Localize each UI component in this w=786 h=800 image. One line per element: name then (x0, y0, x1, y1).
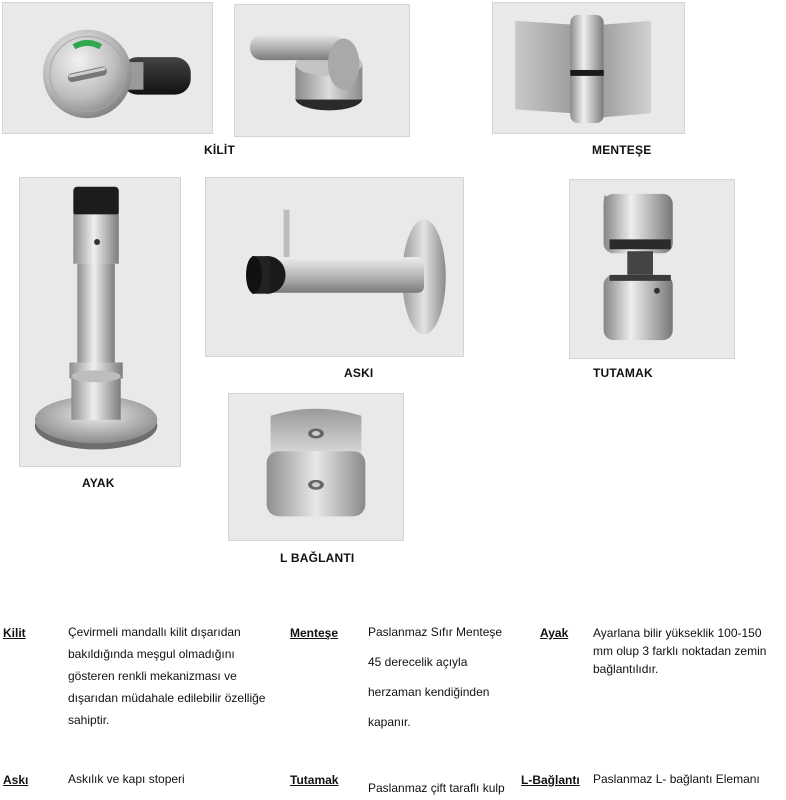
kilit-detail-photo (234, 4, 410, 137)
ayak-caption: AYAK (82, 476, 115, 490)
mentese-desc-line: kapanır. (368, 715, 411, 729)
mentese-desc-line: 45 derecelik açıyla (368, 655, 468, 669)
tutamak-term: Tutamak (290, 773, 339, 787)
l-baglanti-caption: L BAĞLANTI (280, 551, 355, 565)
l-baglanti-photo (228, 393, 404, 541)
mentese-photo (492, 2, 685, 134)
aski-term: Askı (3, 773, 29, 787)
ayak-term: Ayak (540, 626, 569, 640)
ayak-desc-line: mm olup 3 farklı noktadan zemin (593, 644, 767, 658)
l-baglanti-desc-line: Paslanmaz L- bağlantı Elemanı (593, 772, 760, 786)
ayak-photo (19, 177, 181, 467)
tutamak-description (368, 777, 523, 799)
kilit-caption: KİLİT (204, 143, 235, 157)
l-baglanti-description (593, 768, 785, 790)
kilit-desc-line: Çevirmeli mandallı kilit dışarıdan (68, 625, 241, 639)
kilit-photo (2, 2, 213, 134)
mentese-desc-line: herzaman kendiğinden (368, 685, 490, 699)
kilit-desc-line: sahiptir. (68, 713, 110, 727)
kilit-desc-line: gösteren renkli mekanizması ve (68, 669, 237, 683)
kilit-desc-line: bakıldığında meşgul olmadığını (68, 647, 235, 661)
mentese-caption: MENTEŞE (592, 143, 652, 157)
aski-caption: ASKI (344, 366, 374, 380)
ayak-description (593, 624, 785, 678)
aski-description (68, 768, 288, 790)
kilit-term: Kilit (3, 626, 26, 640)
mentese-term: Menteşe (290, 626, 339, 640)
aski-photo (205, 177, 464, 357)
kilit-desc-line: dışarıdan müdahale edilebilir özelliğe (68, 691, 266, 705)
mentese-description (368, 617, 518, 737)
l-baglanti-term: L-Bağlantı (521, 773, 580, 787)
mentese-desc-line: Paslanmaz Sıfır Menteşe (368, 625, 503, 639)
aski-desc-line: Askılık ve kapı stoperi (68, 772, 185, 786)
ayak-desc-line: bağlantılıdır. (593, 662, 659, 676)
tutamak-photo (569, 179, 735, 359)
tutamak-desc-line: Paslanmaz çift taraflı kulp (368, 781, 505, 795)
kilit-description (68, 621, 288, 731)
ayak-desc-line: Ayarlana bilir yükseklik 100-150 (593, 626, 762, 640)
tutamak-caption: TUTAMAK (593, 366, 653, 380)
